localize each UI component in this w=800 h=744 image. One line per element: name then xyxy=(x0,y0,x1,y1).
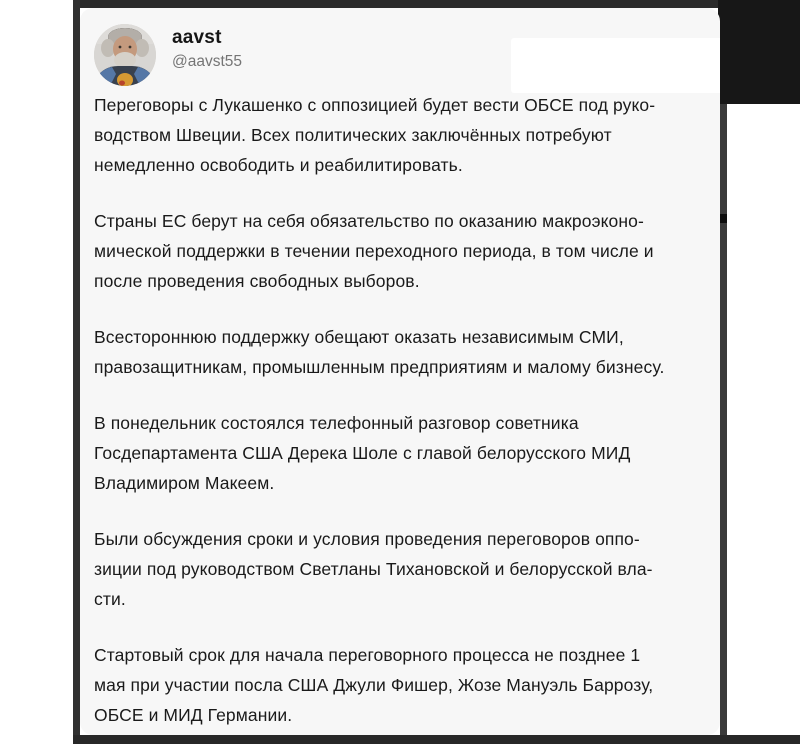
tweet-paragraph xyxy=(94,206,712,296)
avatar-image xyxy=(94,24,156,86)
tweet-header xyxy=(94,24,706,88)
tweet-text-line: Переговоры с Лукашенко с оппозицией будет вести ОБСЕ под руко- xyxy=(94,95,656,115)
tweet-text-line: мической поддержки в течении переходного периода, в том числе и xyxy=(94,241,654,261)
frame-right-edge xyxy=(720,8,727,744)
author-id-block xyxy=(172,27,242,70)
tweet-paragraph xyxy=(94,322,712,382)
tweet-text-line: ОБСЕ и МИД Германии. xyxy=(94,705,293,725)
tweet-paragraph xyxy=(94,640,712,730)
tweet-text-line: немедленно освободить и реабилитировать. xyxy=(94,155,463,175)
tweet-text-line: зиции под руководством Светланы Тихановской и белорусской вла- xyxy=(94,559,653,579)
tweet-text-line: Страны ЕС берут на себя обязательство по оказанию макроэконо- xyxy=(94,211,644,231)
tweet-text-line: Всестороннюю поддержку обещают оказать независимым СМИ, xyxy=(94,327,624,347)
tweet-text-line: мая при участии посла США Джули Фишер, Жозе Мануэль Баррозу, xyxy=(94,675,654,695)
tweet-text-line: правозащитникам, промышленным предприятиям и малому бизнесу. xyxy=(94,357,665,377)
tweet-card xyxy=(80,8,720,735)
tweet-paragraph xyxy=(94,524,712,614)
tweet-text-line: Стартовый срок для начала переговорного процесса не позднее 1 xyxy=(94,645,641,665)
frame-top-edge xyxy=(73,0,800,8)
redaction-overlay xyxy=(511,38,720,93)
frame-bottom-edge xyxy=(73,735,800,744)
frame-left-edge xyxy=(73,0,80,744)
author-handle[interactable]: @aavst55 xyxy=(172,53,243,70)
tweet-text-line: после проведения свободных выборов. xyxy=(94,271,420,291)
frame-top-right-block xyxy=(718,0,800,104)
scrollbar-thumb[interactable] xyxy=(719,214,727,223)
avatar[interactable] xyxy=(94,24,156,86)
author-name[interactable]: aavst xyxy=(172,27,222,48)
tweet-paragraph xyxy=(94,90,712,180)
tweet-text-line: В понедельник состоялся телефонный разговор советника xyxy=(94,413,579,433)
tweet-paragraph xyxy=(94,408,712,498)
tweet-text xyxy=(94,90,712,735)
tweet-text-line: водством Швеции. Всех политических заключённых потребуют xyxy=(94,125,612,145)
tweet-text-line: сти. xyxy=(94,589,126,609)
tweet-text-line: Были обсуждения сроки и условия проведения переговоров оппо- xyxy=(94,529,640,549)
tweet-text-line: Владимиром Макеем. xyxy=(94,473,275,493)
tweet-text-line: Госдепартамента США Дерека Шоле с главой белорусского МИД xyxy=(94,443,631,463)
